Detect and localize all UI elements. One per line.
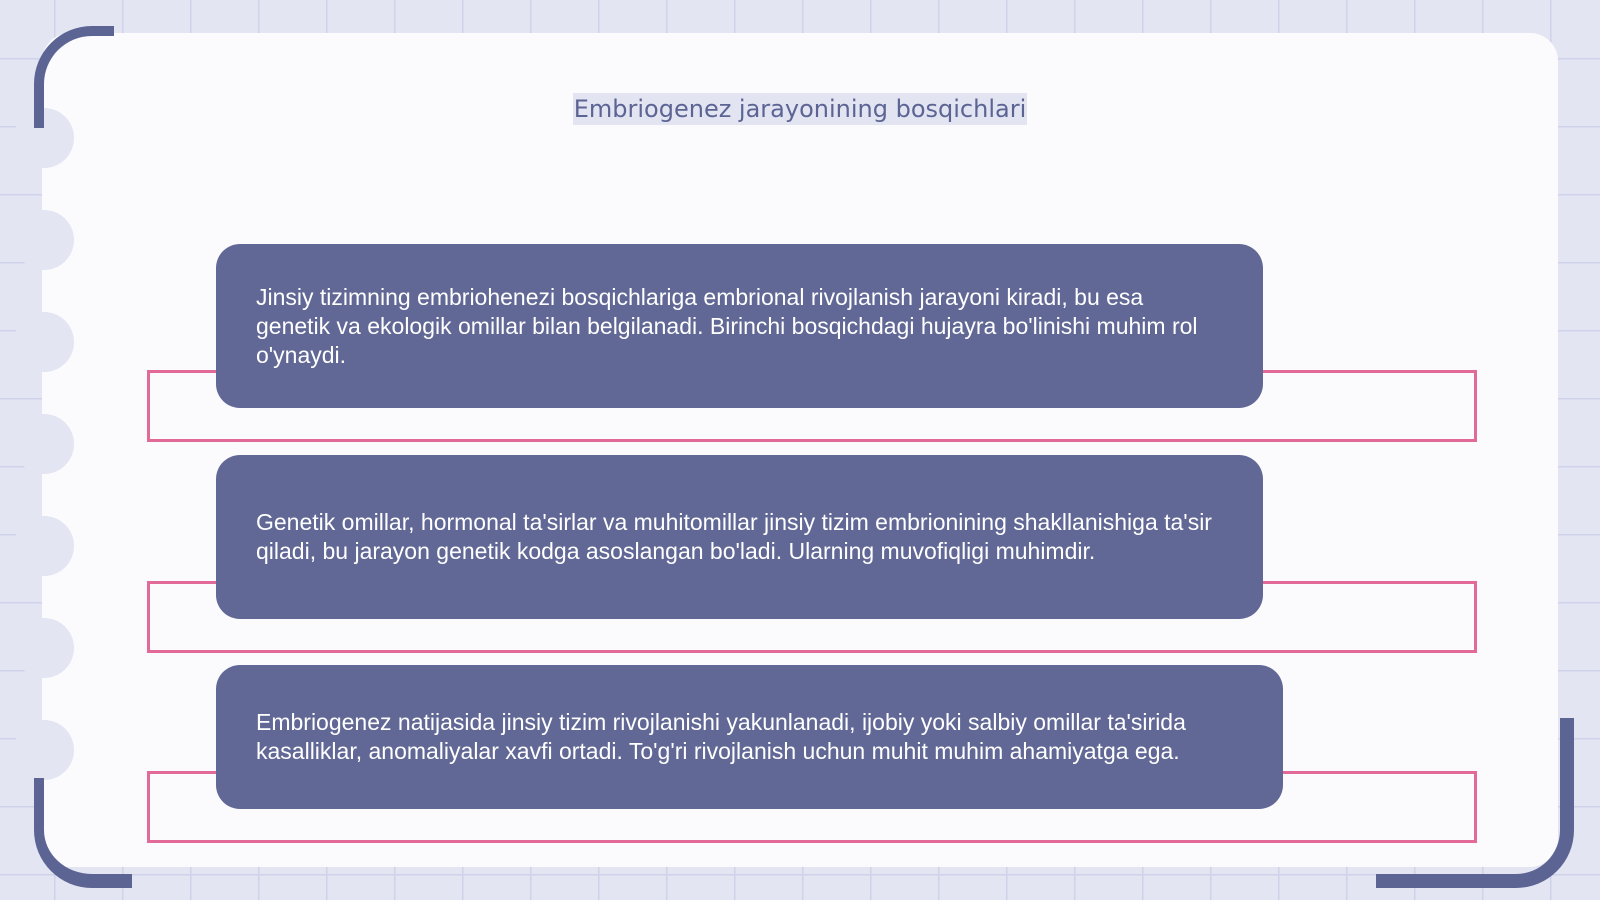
corner-bracket-bottom-left [34, 778, 132, 888]
content-box-1 [216, 244, 1263, 408]
content-text-3: Embriogenez natijasida jinsiy tizim rivojlanishi yakunlanadi, ijobiy yoki salbiy omillar ta'sirida kasalliklar, anomaliyalar xavfi ortadi. To'g'ri rivojlanish uchun muhit muhim ahamiyatga ega. [256, 709, 1186, 764]
content-text-1: Jinsiy tizimning embriohenezi bosqichlariga embrional rivojlanish jarayoni kiradi, bu esa genetik va ekologik omillar bilan belgilanadi. Birinchi bosqichdagi hujayra bo'linishi muhim rol o'ynaydi. [256, 283, 1198, 368]
scallop-decoration [14, 312, 74, 372]
slide-title [0, 95, 1600, 123]
scallop-decoration [14, 516, 74, 576]
scallop-decoration [14, 210, 74, 270]
content-box-3 [216, 665, 1283, 809]
scallop-decoration [14, 618, 74, 678]
scallop-decoration [14, 414, 74, 474]
slide-title-text: Embriogenez jarayonining bosqichlari [573, 95, 1027, 123]
content-text-2: Genetik omillar, hormonal ta'sirlar va muhitomillar jinsiy tizim embrionining shakllanishiga ta'sir qiladi, bu jarayon genetik kodga asoslangan bo'ladi. Ularning muvofiqligi muhimdir. [256, 509, 1212, 564]
content-box-2 [216, 455, 1263, 619]
scallop-decoration [14, 720, 74, 780]
